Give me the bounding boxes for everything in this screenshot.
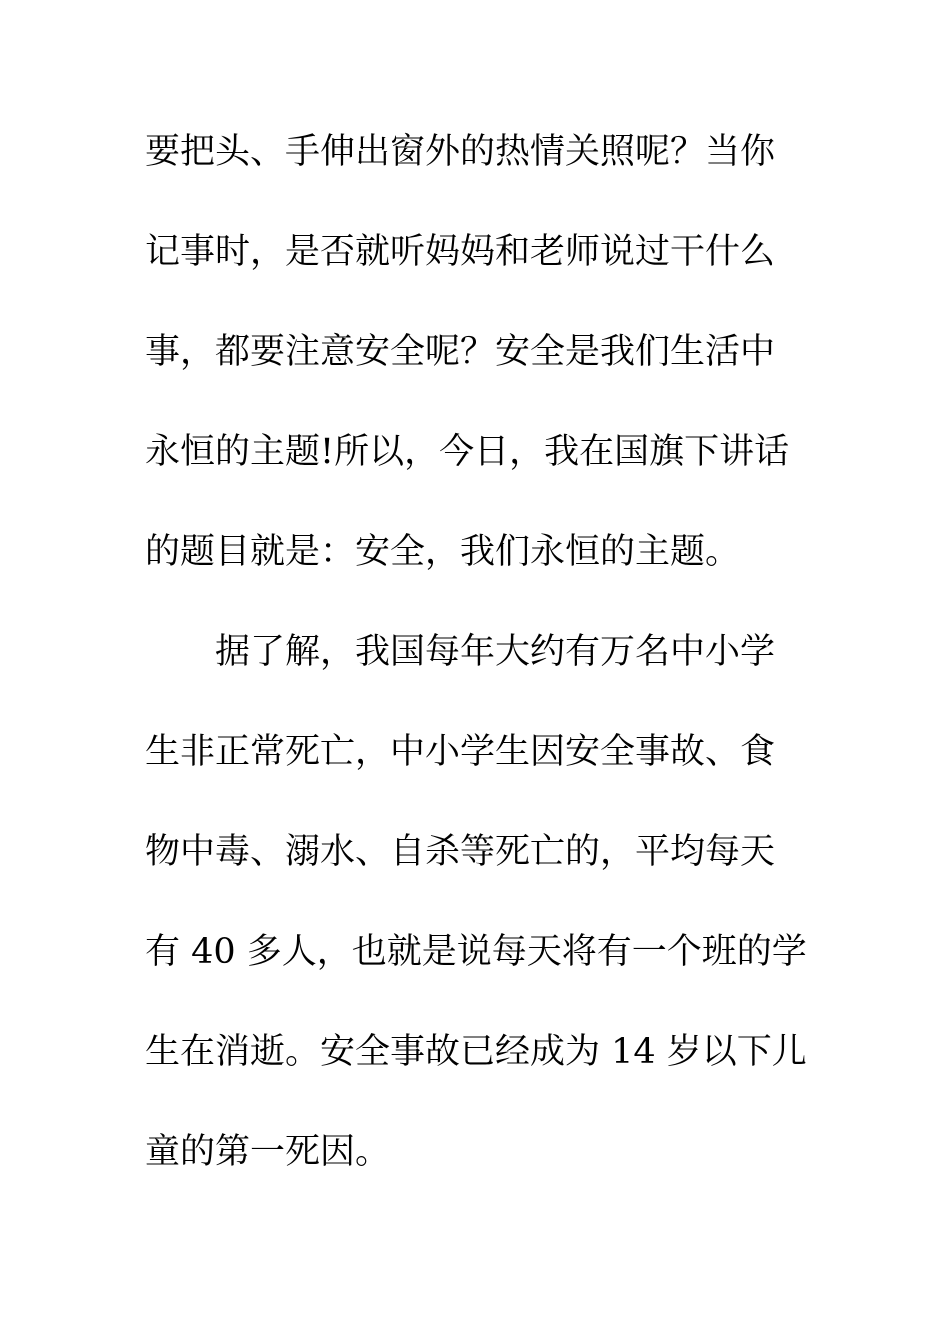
text-line: 据了解，我国每年大约有万名中小学 [145,632,776,672]
document-body [145,102,825,1202]
text-line: 有 40 多人，也就是说每天将有一个班的学 [145,932,807,972]
text-line: 记事时，是否就听妈妈和老师说过干什么 [145,232,776,272]
text-line: 生非正常死亡，中小学生因安全事故、食 [145,732,776,772]
text-line: 要把头、手伸出窗外的热情关照呢？当你 [145,132,776,172]
text-line: 永恒的主题!所以，今日，我在国旗下讲话 [145,432,790,472]
text-line: 物中毒、溺水、自杀等死亡的，平均每天 [145,832,776,872]
text-line: 事，都要注意安全呢？安全是我们生活中 [145,332,776,372]
text-line: 的题目就是：安全，我们永恒的主题。 [145,532,741,572]
text-line: 生在消逝。安全事故已经成为 14 岁以下儿 [145,1032,807,1072]
text-line: 童的第一死因。 [145,1132,391,1172]
